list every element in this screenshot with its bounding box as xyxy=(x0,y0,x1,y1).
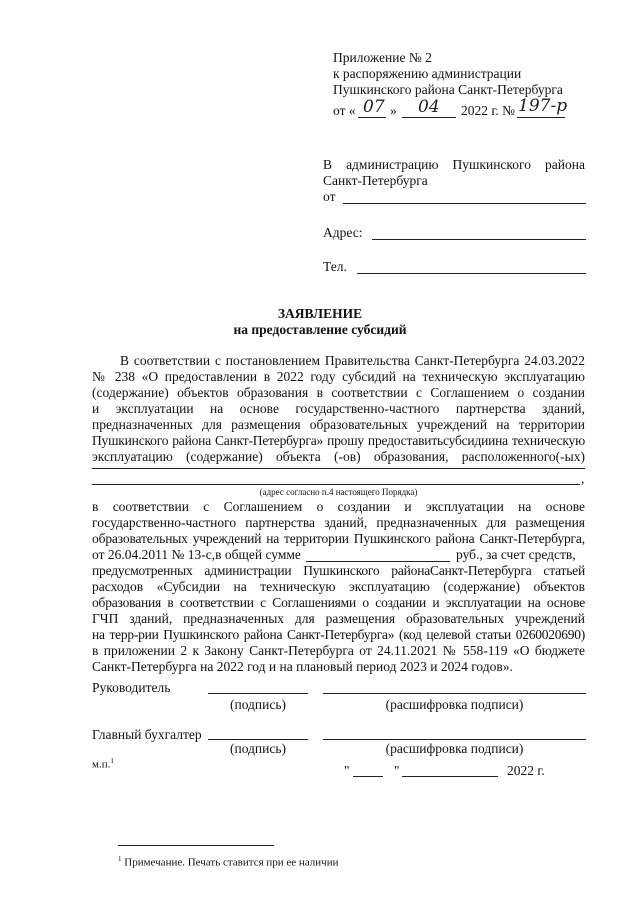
object-address-field-2[interactable] xyxy=(92,484,580,485)
subsidy-amount-field[interactable] xyxy=(306,561,450,562)
footnote-text: Примечание. Печать ставится при ее наличии xyxy=(124,856,339,869)
order-day-close: » xyxy=(390,103,397,118)
body-line: Пушкинского района Санкт-Петербурга» прошу предоставитьсубсидиина техническую xyxy=(92,433,585,448)
appendix-district: Пушкинского района Санкт-Петербурга xyxy=(333,82,563,97)
accountant-decode-field[interactable] xyxy=(323,739,586,740)
stamp-place xyxy=(92,754,114,772)
body-line: образования в соответствии с Соглашениями о создании и эксплуатации на основе xyxy=(92,595,585,610)
order-day-handwritten: 07 xyxy=(363,97,385,117)
order-month-underline xyxy=(402,117,456,118)
sign-year: 2022 г. xyxy=(507,763,545,778)
order-date-prefix: от « xyxy=(333,103,356,118)
applicant-from-label: от xyxy=(323,189,336,204)
sign-month-field[interactable] xyxy=(402,776,498,777)
body-line: руб., за счет средств, xyxy=(456,547,576,562)
accountant-signature-field[interactable] xyxy=(208,739,308,740)
body-line: в приложении 2 к Закону Санкт-Петербурга от 24.11.2021 № 558-119 «О бюджете xyxy=(92,643,585,658)
addressee-word: В xyxy=(323,157,333,172)
date-quote-open: " xyxy=(344,763,350,778)
order-number-underline xyxy=(517,117,565,118)
order-month-handwritten: 04 xyxy=(418,97,440,117)
body-line: в соответствии с Соглашением о создании и эксплуатации на основе xyxy=(92,499,585,514)
stamp-label: м.п. xyxy=(92,758,111,771)
address-field[interactable] xyxy=(372,239,586,240)
footnote xyxy=(118,852,338,870)
body-line: (содержание) объектов образования в соответствии с Соглашением о создании xyxy=(92,385,585,400)
footnote-mark: 1 xyxy=(118,855,122,863)
body-line: и эксплуатации на основе государственно-частного партнерства зданий, xyxy=(92,401,585,416)
addressee-word: Пушкинского xyxy=(452,157,531,172)
footnote-separator xyxy=(118,845,274,846)
head-signature-field[interactable] xyxy=(208,693,308,694)
phone-field[interactable] xyxy=(357,273,586,274)
order-year-number: 2022 г. № xyxy=(461,103,516,118)
body-line: образовательных учреждений на территории Пушкинского района Санкт-Петербурга, xyxy=(92,531,585,546)
phone-label: Тел. xyxy=(323,259,347,274)
address-label: Адрес: xyxy=(323,225,363,240)
body-line: предназначенных для размещения образовательных учреждений на территории xyxy=(92,417,585,432)
document-title: ЗАЯВЛЕНИЕ xyxy=(277,306,363,321)
body-line: от 26.04.2011 № 13-с,в общей сумме xyxy=(92,547,301,562)
address-line-comma: , xyxy=(581,471,585,486)
object-address-field-1[interactable] xyxy=(92,468,585,469)
order-day-underline xyxy=(358,117,386,118)
accountant-label: Главный бухгалтер xyxy=(92,727,202,742)
order-number-handwritten: 197-р xyxy=(518,96,568,116)
body-line: на терр-рии Пушкинского района Санкт-Петербурга» (код целевой статьи 0260020690) xyxy=(92,627,585,642)
body-line: Санкт-Петербурга на 2022 год и на плановый период 2023 и 2024 годов». xyxy=(92,659,513,674)
body-line: расходов «Субсидии на техническую эксплуатацию (содержание) объектов xyxy=(92,579,585,594)
addressee-line xyxy=(323,157,585,173)
accountant-decode-caption: (расшифровка подписи) xyxy=(385,741,524,756)
addressee-word: администрацию xyxy=(346,157,439,172)
addressee-word: района xyxy=(545,157,585,172)
body-line: В соответствии с постановлением Правительства Санкт-Петербурга 24.03.2022 xyxy=(120,353,585,368)
address-note: (адрес согласно п.4 настоящего Порядка) xyxy=(259,487,418,497)
appendix-number: Приложение № 2 xyxy=(333,50,432,65)
body-line: ГЧП зданий, предназначенных для размещения образовательных учреждений xyxy=(92,611,585,626)
accountant-signature-caption: (подпись) xyxy=(229,741,287,756)
appendix-order-ref: к распоряжению администрации xyxy=(333,66,522,81)
head-signature-caption: (подпись) xyxy=(229,697,287,712)
date-quote-close: " xyxy=(394,763,400,778)
applicant-from-field[interactable] xyxy=(343,203,586,204)
head-label: Руководитель xyxy=(92,680,171,695)
body-line: предусмотренных администрации Пушкинского районаСанкт-Петербурга статьей xyxy=(92,563,585,578)
head-decode-caption: (расшифровка подписи) xyxy=(385,697,524,712)
stamp-footnote-mark: 1 xyxy=(110,757,114,765)
head-decode-field[interactable] xyxy=(323,693,586,694)
body-line: эксплуатацию (содержание) объекта (-ов) образования, расположенного(-ых) xyxy=(92,449,585,464)
body-line: государственно-частного партнерства зданий, предназначенных для размещения xyxy=(92,515,585,530)
body-line: № 238 «О предоставлении в 2022 году субсидий на техническую эксплуатацию xyxy=(92,369,585,384)
document-subtitle: на предоставление субсидий xyxy=(233,322,407,337)
sign-day-field[interactable] xyxy=(353,776,383,777)
addressee-city: Санкт-Петербурга xyxy=(323,173,428,188)
